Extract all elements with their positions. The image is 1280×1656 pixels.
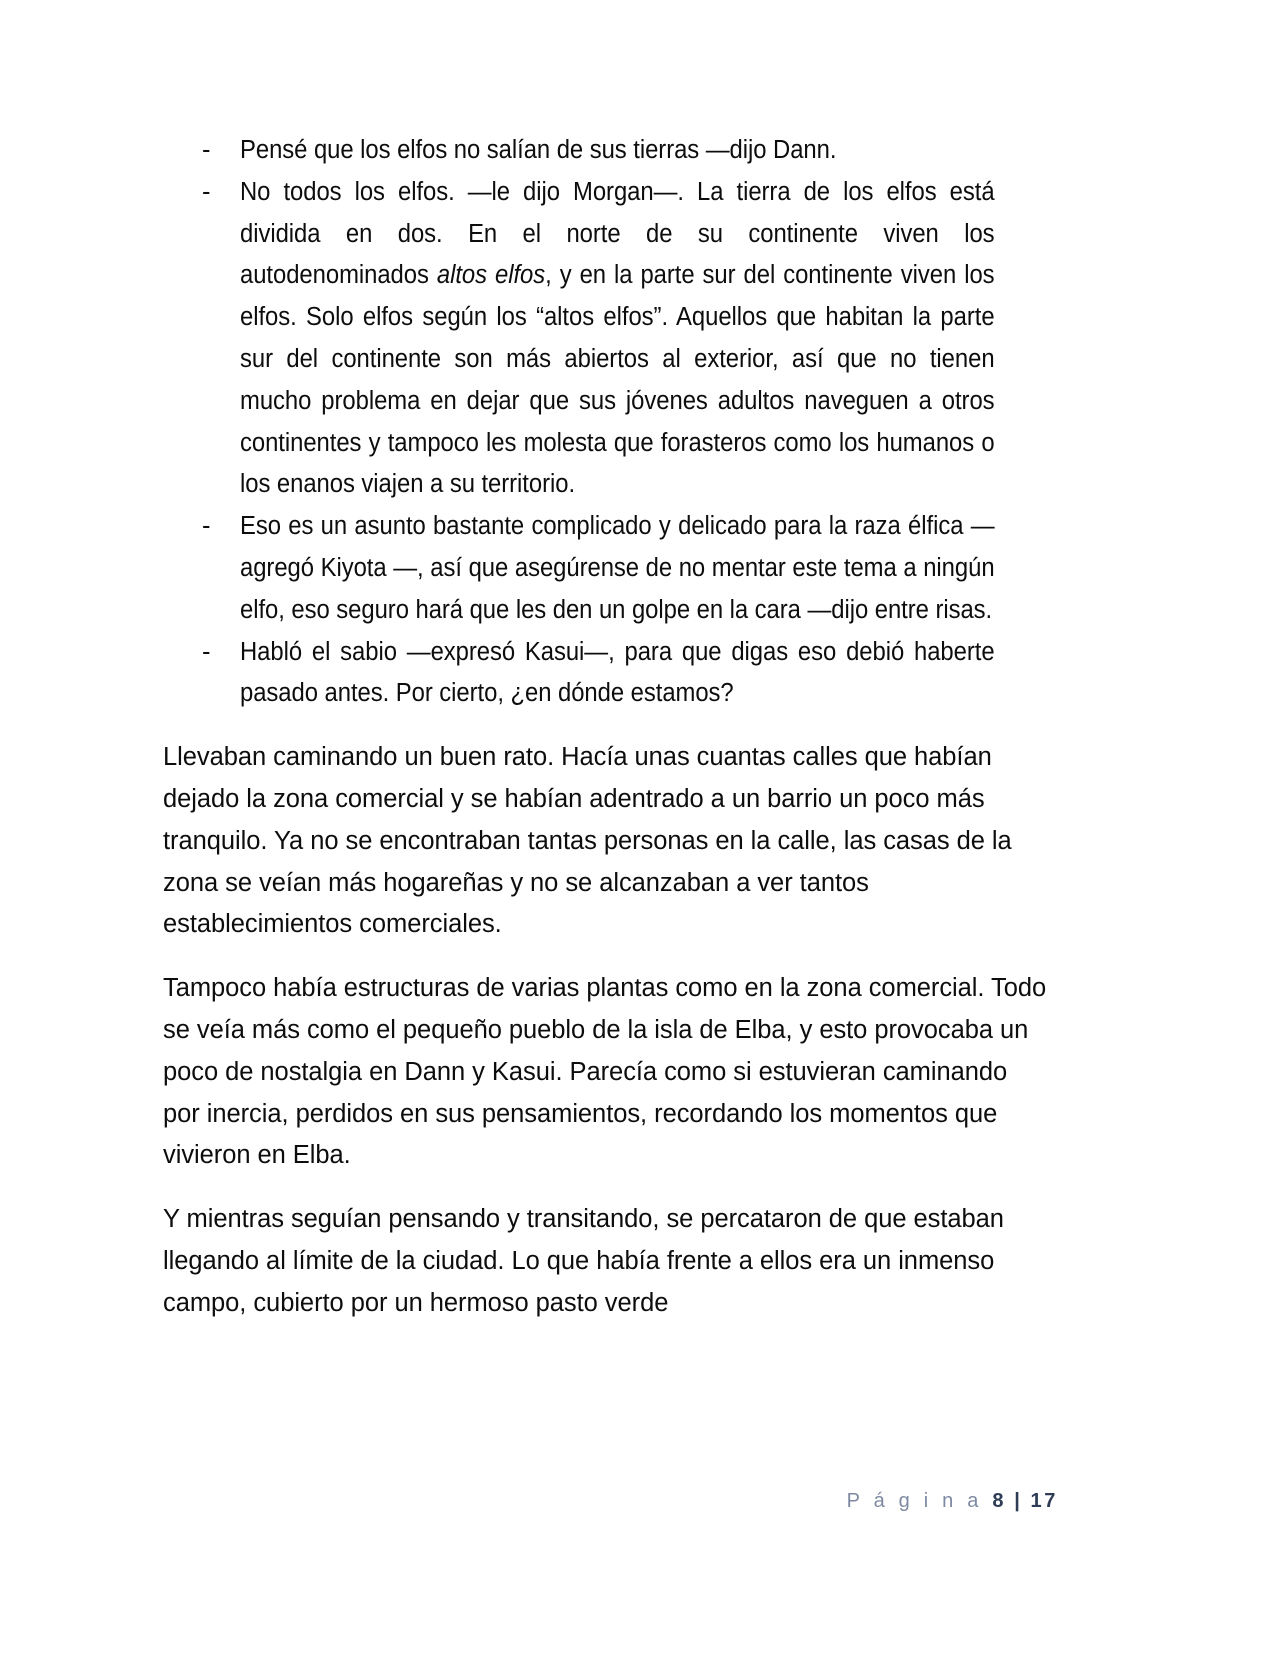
bullet-marker: - — [202, 136, 211, 164]
footer-page-numbers: 8 | 17 — [992, 1490, 1058, 1512]
bullet-text: Pensé que los elfos no salían de sus tierras —dijo Dann. — [240, 136, 837, 164]
paragraph-spacer — [163, 715, 1047, 729]
paragraph-text: Y mientras seguían pensando y transitando, se percataron de que estaban llegando al límite de la ciudad. Lo que había frente a ellos era un inmenso campo, cubierto por un hermoso pasto verde — [163, 1205, 1004, 1317]
footer-page-label: P á g i n a — [846, 1490, 993, 1512]
paragraph-text: Llevaban caminando un buen rato. Hacía unas cuantas calles que habían dejado la zona comercial y se habían adentrado a un barrio un poco más tranquilo. Ya no se encontraban tantas personas en la calle, las casas de la zona se veían más hogareñas y no se alcanzaban a ver tantos establecimientos comerciales. — [163, 743, 1012, 939]
bullet-marker: - — [202, 512, 211, 541]
list-item — [163, 632, 1047, 716]
bullet-marker: - — [202, 177, 211, 206]
bullet-text: Eso es un asunto bastante complicado y delicado para la raza élfica —agregó Kiyota —, así que asegúrense de no mentar este tema a ningún elfo, eso seguro hará que les den un golpe en la cara —dijo entre risas. — [240, 512, 995, 624]
document-body — [163, 130, 1047, 1325]
bullet-text-part-2: , y en la parte sur del continente viven los elfos. Solo elfos según los “altos elfos”. Aquellos que habitan la parte sur del continente son más abiertos al exterior, así que no tienen mucho problema en dejar que sus jóvenes adultos naveguen a otros continentes y tampoco les molesta que forasteros como los humanos o los enanos viajen a su territorio. — [240, 261, 995, 499]
dialogue-bullet-list — [163, 130, 1047, 715]
page-footer — [0, 1490, 1280, 1513]
paragraph-text: Tampoco había estructuras de varias plantas como en la zona comercial. Todo se veía más como el pequeño pueblo de la isla de Elba, y esto provocaba un poco de nostalgia en Dann y Kasui. Parecía como si estuvieran caminando por inercia, perdidos en sus pensamientos, recordando los momentos que vivieron en Elba. — [163, 974, 1047, 1170]
bullet-marker: - — [202, 637, 211, 666]
list-item — [163, 506, 1047, 631]
list-item — [163, 130, 1047, 172]
paragraph — [163, 729, 1047, 946]
bullet-text — [240, 172, 995, 506]
bullet-text-part-1: No todos los elfos. —le dijo Morgan—. La tierra de los elfos está dividida en dos. En el norte de su continente viven los autodenominados — [240, 177, 995, 290]
paragraph-spacer — [163, 946, 1047, 960]
paragraph — [163, 960, 1047, 1177]
paragraph — [163, 1191, 1047, 1324]
bullet-text: Habló el sabio —expresó Kasui—, para que digas eso debió haberte pasado antes. Por cierto, ¿en dónde estamos? — [240, 637, 995, 708]
list-item — [163, 172, 1047, 506]
paragraph-spacer — [163, 1177, 1047, 1191]
italic-term: altos elfos — [436, 261, 546, 290]
